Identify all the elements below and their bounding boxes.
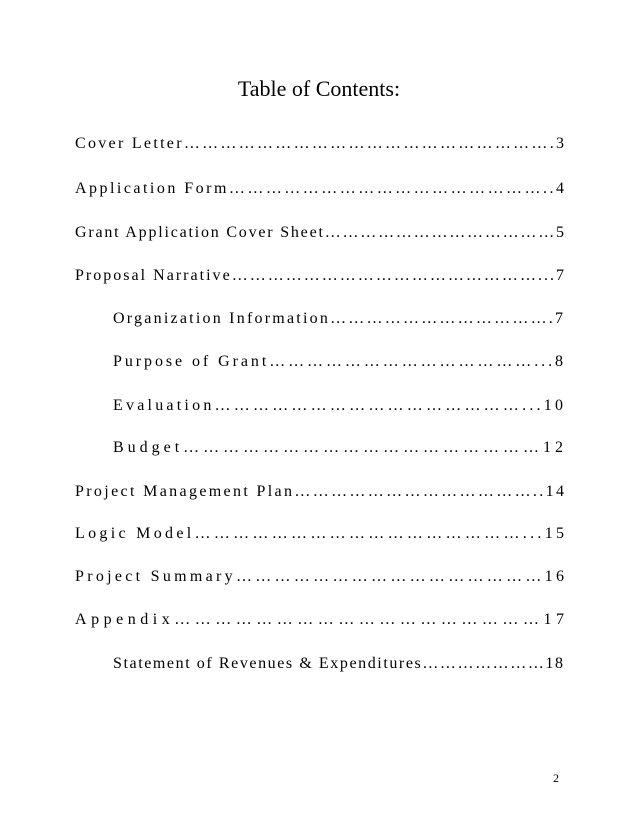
page-number: 2: [553, 771, 559, 785]
toc-entry-text: Appendix………………………………………………17: [75, 611, 569, 628]
toc-entry-text: Project Management Plan…………………………………..14: [75, 483, 567, 500]
toc-entry-proposal-narrative: [75, 265, 567, 287]
toc-entry-project-summary: [75, 566, 568, 588]
toc-entry-appendix: [75, 609, 569, 631]
toc-entry-text: Organization Information……………………………….7: [113, 310, 566, 327]
toc-entry-application-form: [75, 178, 567, 200]
toc-entry-organization-information: [113, 308, 566, 330]
toc-entry-budget: [113, 437, 567, 459]
toc-entry-text: Purpose of Grant……………………………………...8: [113, 353, 566, 370]
toc-entry-statement-of-revenues: [113, 653, 563, 675]
toc-entry-text: Evaluation…………………………………………...10: [113, 397, 567, 414]
toc-entry-purpose-of-grant: [113, 351, 566, 373]
toc-entry-text: Project Summary…………………………………………16: [75, 568, 568, 585]
toc-entry-text: Logic Model……………………………………………...15: [75, 525, 568, 542]
toc-entry-text: Budget………………………………………………12: [113, 439, 567, 456]
toc-entry-text: Cover Letter…………………………………………………….3: [75, 135, 567, 152]
toc-entry-project-management-plan: [75, 481, 567, 503]
toc-entry-text: Application Form……………………………………………..4: [75, 180, 567, 197]
toc-title: Table of Contents:: [237, 76, 401, 101]
toc-entry-text: Grant Application Cover Sheet…………………………………5: [75, 224, 566, 241]
toc-entry-text: Proposal Narrative……………………………………………...7: [75, 267, 567, 284]
toc-entry-cover-letter: [75, 133, 567, 155]
toc-entry-evaluation: [113, 395, 567, 417]
toc-entry-logic-model: [75, 523, 568, 545]
toc-entry-text: Statement of Revenues & Expenditures…………………18: [113, 655, 565, 672]
toc-entry-grant-cover-sheet: [75, 222, 564, 244]
